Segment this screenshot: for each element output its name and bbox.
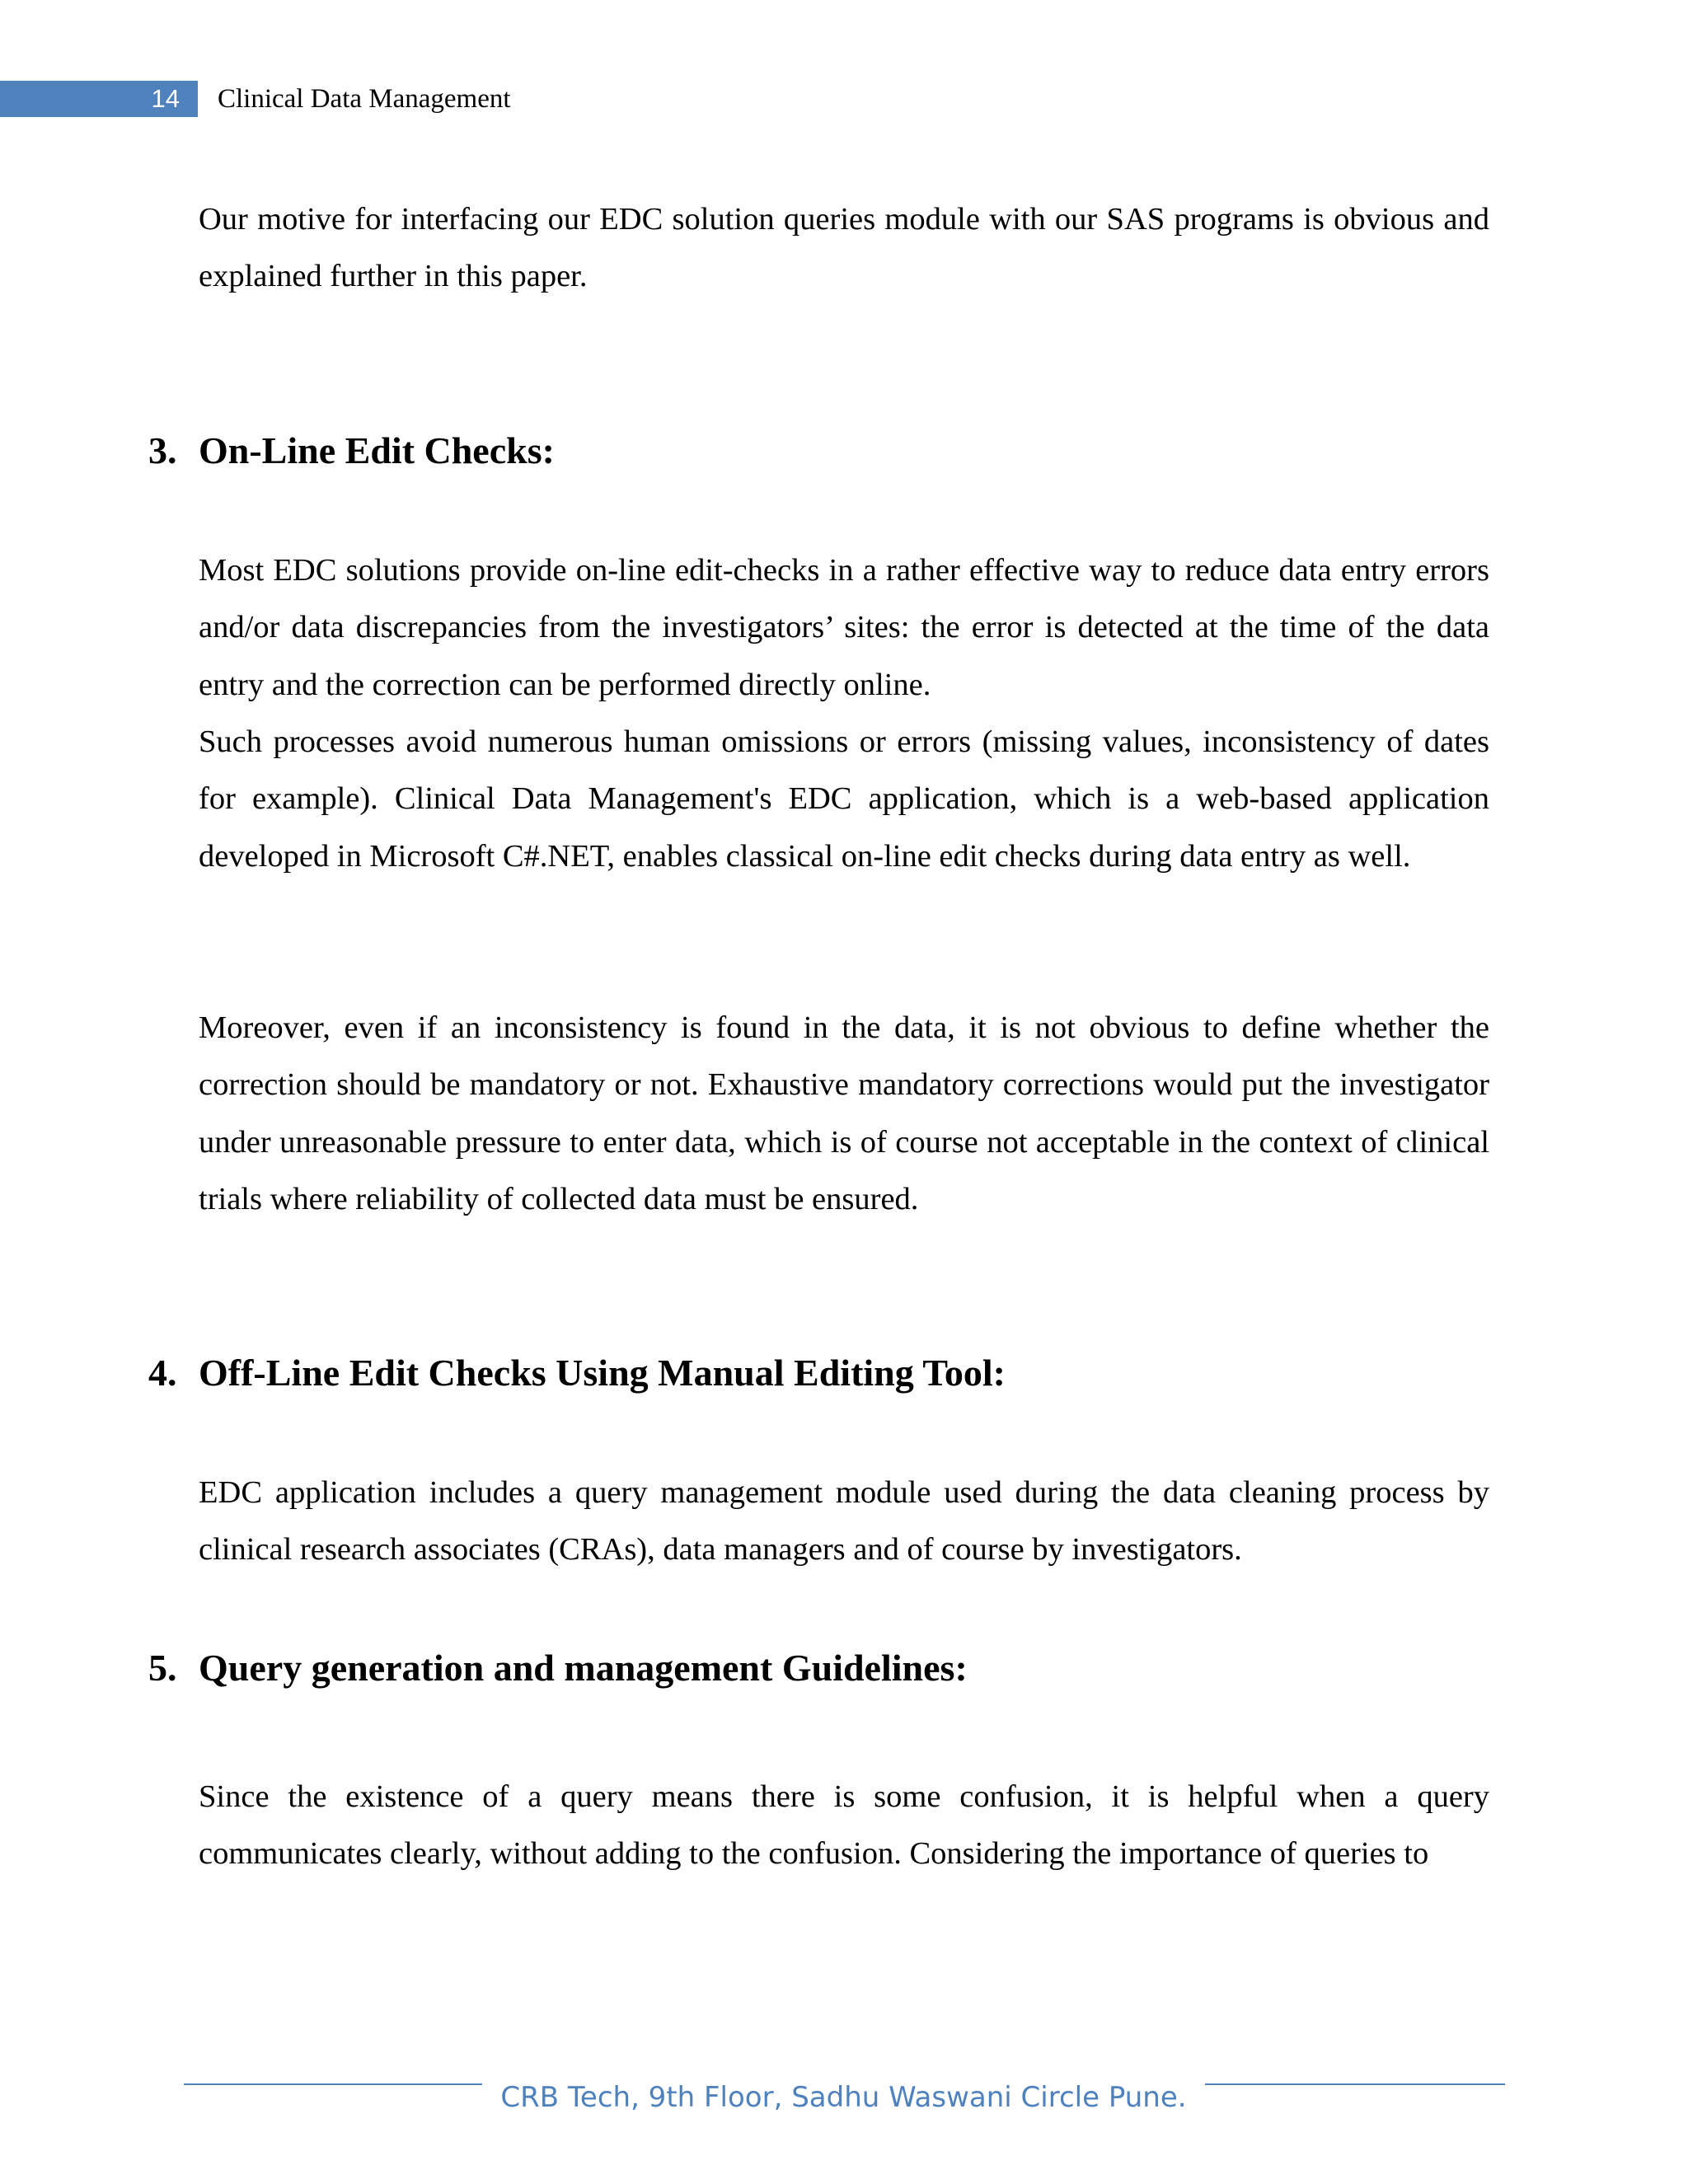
section-3-paragraph: Such processes avoid numerous human omissions or errors (missing values, inconsistency of dates for example). Clinical Data Management's EDC application, which is a web-based application developed in Microsoft C#.NET, enables classical on-line edit checks during data entry as well. bbox=[199, 724, 1489, 874]
section-3-title: On-Line Edit Checks: bbox=[199, 429, 555, 471]
section-3-paragraph: Most EDC solutions provide on-line edit-checks in a rather effective way to reduce data entry errors and/or data discrepancies from the investigators’ sites: the error is detected at the time of the data entry and the correction can be performed directly online. bbox=[199, 553, 1489, 702]
section-5-number: 5. bbox=[148, 1647, 177, 1689]
page-number: 14 bbox=[151, 84, 180, 113]
footer-address: CRB Tech, 9th Floor, Sadhu Waswani Circle Pune. bbox=[500, 2081, 1187, 2114]
footer-rule-left bbox=[184, 2083, 482, 2085]
footer-rule-right bbox=[1205, 2083, 1505, 2085]
section-5-paragraph: Since the existence of a query means there is some confusion, it is helpful when a query communicates clearly, without adding to the confusion. Considering the importance of queries to bbox=[199, 1779, 1489, 1872]
section-5-heading bbox=[148, 1643, 1550, 1693]
section-4-heading bbox=[148, 1348, 1550, 1398]
section-4-number: 4. bbox=[148, 1352, 177, 1394]
intro-paragraph: Our motive for interfacing our EDC solution queries module with our SAS programs is obvious and explained further in this paper. bbox=[199, 202, 1489, 294]
section-4-paragraph: EDC application includes a query management module used during the data cleaning process by clinical research associates (CRAs), data managers and of course by investigators. bbox=[199, 1475, 1489, 1568]
running-header-title: Clinical Data Management bbox=[218, 84, 511, 114]
section-4-title: Off-Line Edit Checks Using Manual Editing Tool: bbox=[199, 1352, 1006, 1394]
section-3-paragraph: Moreover, even if an inconsistency is found in the data, it is not obvious to define whether the correction should be mandatory or not. Exhaustive mandatory corrections would put the investigator under unreasonable pressure to enter data, which is of course not acceptable in the context of clinical trials where reliability of collected data must be ensured. bbox=[199, 1010, 1489, 1216]
section-3-heading bbox=[148, 426, 1550, 476]
section-5-title: Query generation and management Guidelines: bbox=[199, 1647, 968, 1689]
section-3-number: 3. bbox=[148, 429, 177, 471]
